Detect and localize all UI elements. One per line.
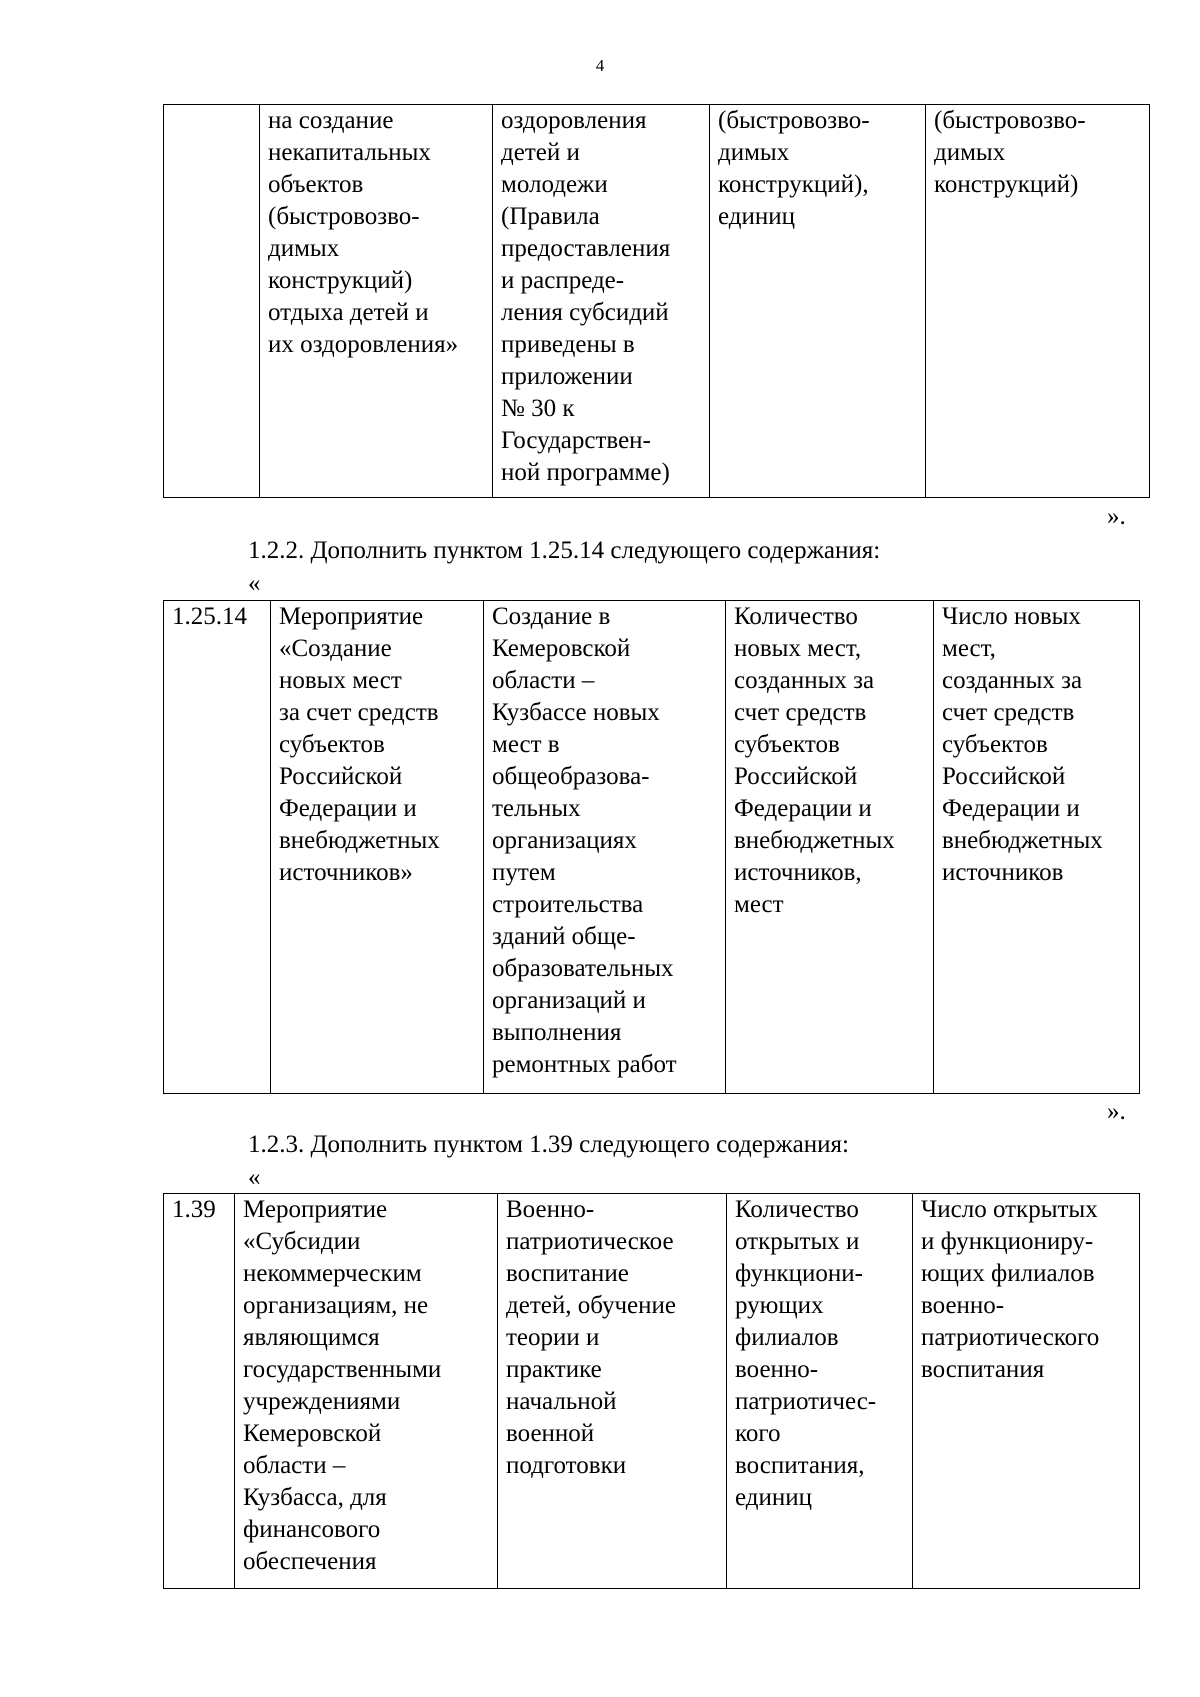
table-row [164,1194,1140,1589]
table-row [164,105,1150,498]
opening-quote: « [248,1164,261,1191]
paragraph-1-2-3: 1.2.3. Дополнить пунктом 1.39 следующего содержания: [248,1131,849,1158]
table-cell-result: Число открытых и функциониру- ющих филиалов военно- патриотического воспитания [913,1194,1140,1589]
table-cell-activity: Мероприятие «Создание новых мест за счет средств субъектов Российской Федерации и внебюджетных источников» [271,601,484,1094]
table-cell-number: 1.39 [164,1194,235,1589]
table-item-1-25-14 [163,600,1140,1094]
table-cell-description: Создание в Кемеровской области – Кузбассе новых мест в общеобразова- тельных организациях путем строительства зданий обще- образовательных организаций и выполнения ремонтных работ [484,601,726,1094]
table-cell-description: оздоровления детей и молодежи (Правила предоставления и распреде- ления субсидий приведены в приложении № 30 к Государствен- ной программе) [493,105,710,498]
table-item-1-39 [163,1193,1140,1589]
table-cell-activity: Мероприятие «Субсидии некоммерческим организациям, не являющимся государственными учреждениями Кемеровской области – Кузбасса, для финансового обеспечения [235,1194,498,1589]
table-continuation [163,104,1150,498]
table-cell-number: 1.25.14 [164,601,271,1094]
closing-quote: ». [1107,503,1126,530]
table-cell-indicator: (быстровозво- димых конструкций), единиц [710,105,926,498]
page-number: 4 [595,56,605,75]
table-cell-description: Военно- патриотическое воспитание детей, обучение теории и практике начальной военной подготовки [498,1194,727,1589]
table-cell-number [164,105,260,498]
table-cell-indicator: Количество открытых и функциони- рующих филиалов военно- патриотичес- кого воспитания, единиц [727,1194,913,1589]
opening-quote: « [248,570,261,597]
table-cell-result: (быстровозво- димых конструкций) [926,105,1150,498]
table-cell-result: Число новых мест, созданных за счет средств субъектов Российской Федерации и внебюджетных источников [934,601,1140,1094]
table-row [164,601,1140,1094]
table-cell-indicator: Количество новых мест, созданных за счет средств субъектов Российской Федерации и внебюджетных источников, мест [726,601,934,1094]
table-cell-activity: на создание некапитальных объектов (быстровозво- димых конструкций) отдыха детей и их оздоровления» [260,105,493,498]
closing-quote: ». [1107,1098,1126,1125]
paragraph-1-2-2: 1.2.2. Дополнить пунктом 1.25.14 следующего содержания: [248,537,881,564]
